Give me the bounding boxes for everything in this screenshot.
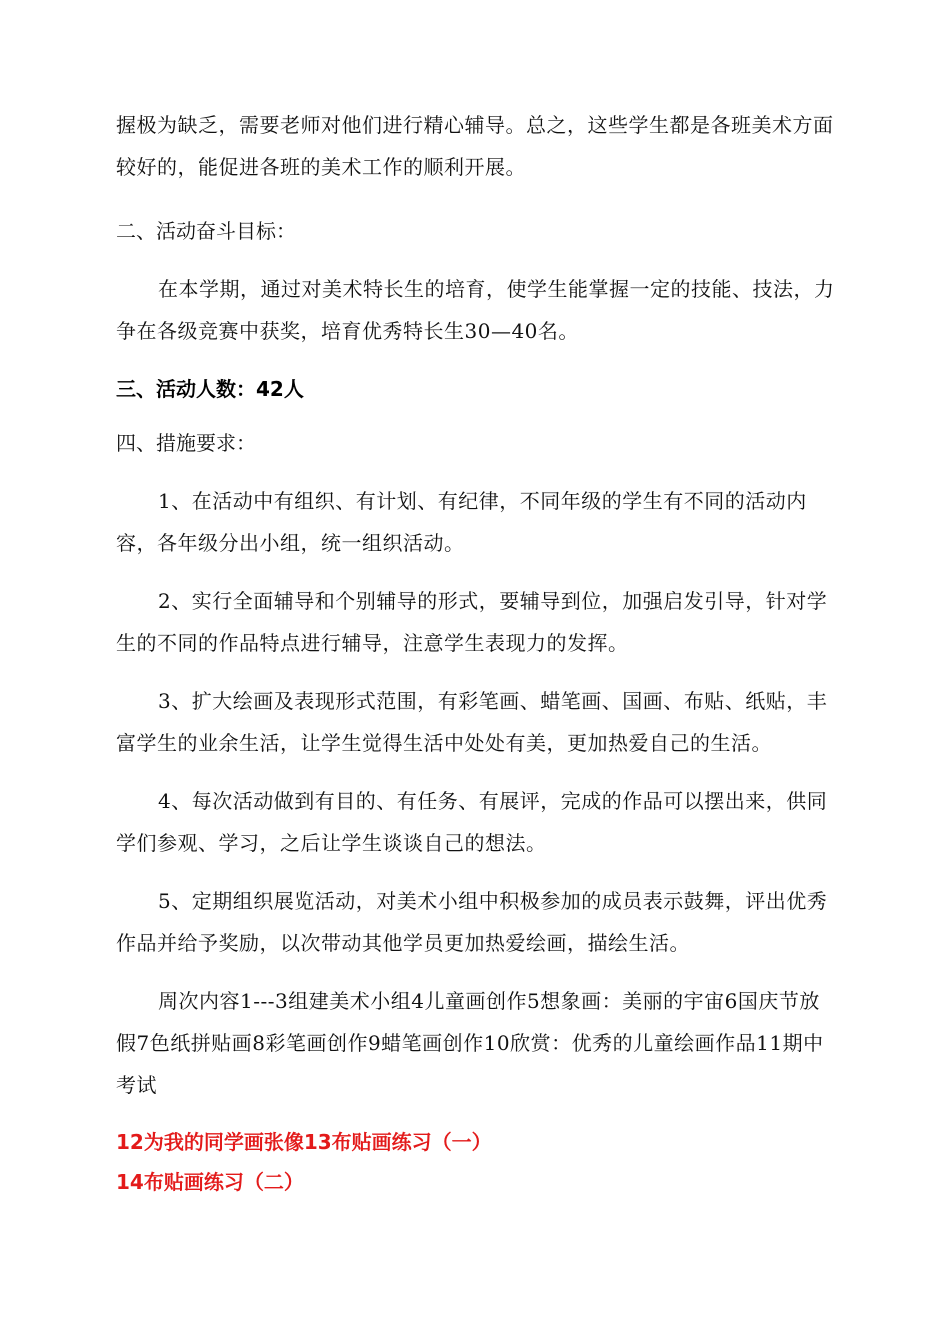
document-body (116, 104, 836, 1202)
measure-item-5: 5、定期组织展览活动，对美术小组中积极参加的成员表示鼓舞，评出优秀作品并给予奖励，以次带动其他学员更加热爱绘画，描绘生活。 (116, 889, 828, 955)
section-heading-measures: 四、措施要求： (116, 431, 256, 455)
section-heading-goal: 二、活动奋斗目标： (116, 219, 296, 243)
measure-item-4: 4、每次活动做到有目的、有任务、有展评，完成的作品可以摆出来，供同学们参观、学习，之后让学生谈谈自己的想法。 (116, 789, 828, 855)
schedule-highlight-line-2: 14布贴画练习（二） (116, 1170, 304, 1194)
section-heading-count: 三、活动人数：42人 (116, 377, 304, 401)
measure-item-3: 3、扩大绘画及表现形式范围，有彩笔画、蜡笔画、国画、布贴、纸贴，丰富学生的业余生活，让学生觉得生活中处处有美，更加热爱自己的生活。 (116, 689, 828, 755)
measure-item-1: 1、在活动中有组织、有计划、有纪律，不同年级的学生有不同的活动内容，各年级分出小组，统一组织活动。 (116, 489, 807, 555)
measure-item-2: 2、实行全面辅导和个别辅导的形式，要辅导到位，加强启发引导，针对学生的不同的作品特点进行辅导，注意学生表现力的发挥。 (116, 589, 828, 655)
schedule-highlight-line-1: 12为我的同学画张像13布贴画练习（一） (116, 1130, 492, 1154)
schedule-paragraph: 周次内容1---3组建美术小组4儿童画创作5想象画：美丽的宇宙6国庆节放假7色纸拼贴画8彩笔画创作9蜡笔画创作10欣赏：优秀的儿童绘画作品11期中考试 (116, 989, 824, 1097)
goal-paragraph: 在本学期，通过对美术特长生的培育，使学生能掌握一定的技能、技法，力争在各级竞赛中获奖，培育优秀特长生30—40名。 (116, 277, 835, 343)
intro-paragraph: 握极为缺乏，需要老师对他们进行精心辅导。总之，这些学生都是各班美术方面较好的，能促进各班的美术工作的顺利开展。 (116, 113, 834, 179)
